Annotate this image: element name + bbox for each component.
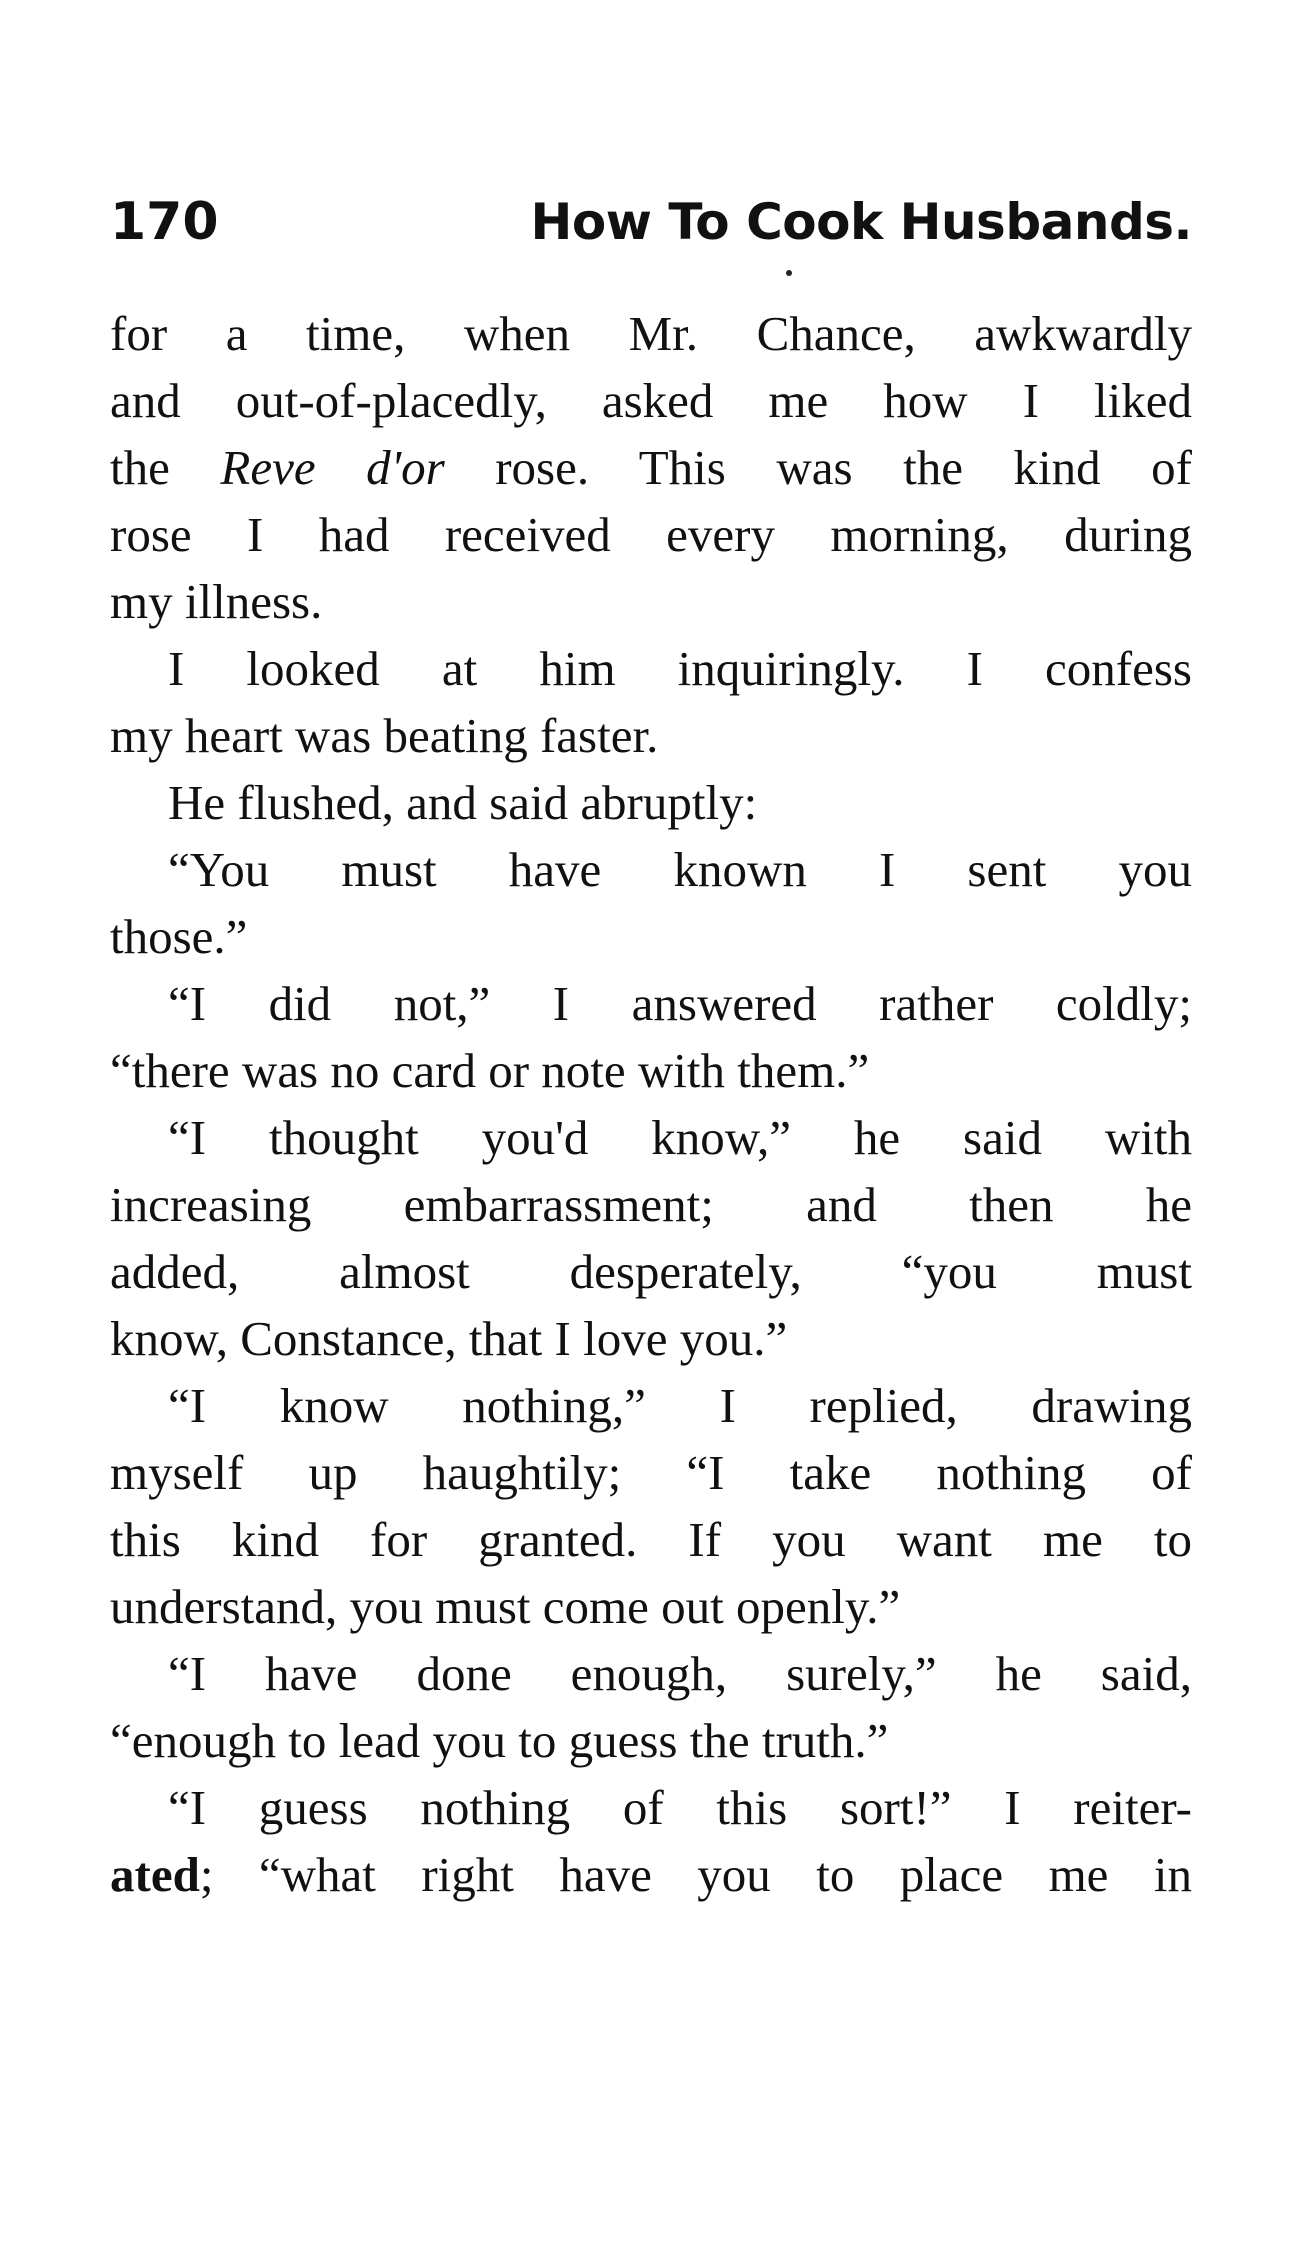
text-segment: ; “what right have you to place me in	[199, 1847, 1192, 1902]
text-line: my illness.	[110, 574, 323, 629]
italic-rose-name: Reve d'or	[220, 440, 445, 495]
text-line: rose I had received every morning, during	[110, 507, 1192, 562]
text-line	[110, 1841, 1192, 1908]
text-line: “I thought you'd know,” he said with	[168, 1110, 1192, 1165]
body-text	[110, 300, 1192, 1908]
text-segment: the	[110, 440, 221, 495]
text-line: increasing embarrassment; and then he	[110, 1177, 1192, 1232]
text-line: “I have done enough, surely,” he said,	[168, 1646, 1192, 1701]
text-line: my heart was beating faster.	[110, 708, 659, 763]
text-line: added, almost desperately, “you must	[110, 1244, 1192, 1299]
text-line: “enough to lead you to guess the truth.”	[110, 1713, 889, 1768]
text-line: understand, you must come out openly.”	[110, 1579, 901, 1634]
text-line: for a time, when Mr. Chance, awkwardly	[110, 306, 1192, 361]
text-line: know, Constance, that I love you.”	[110, 1311, 788, 1366]
text-line: “I know nothing,” I replied, drawing	[168, 1378, 1192, 1433]
text-line: “You must have known I sent you	[168, 842, 1192, 897]
text-line: “there was no card or note with them.”	[110, 1043, 870, 1098]
text-line: “I guess nothing of this sort!” I reiter-	[168, 1780, 1192, 1835]
text-line	[110, 434, 1192, 501]
print-speck	[786, 270, 792, 276]
text-line: “I did not,” I answered rather coldly;	[168, 976, 1192, 1031]
page-number: 170	[110, 192, 219, 252]
text-line: myself up haughtily; “I take nothing of	[110, 1445, 1192, 1500]
text-line: and out-of-placedly, asked me how I liked	[110, 373, 1192, 428]
text-line: He flushed, and said abruptly:	[168, 775, 758, 830]
text-line: I looked at him inquiringly. I confess	[168, 641, 1192, 696]
text-line: those.”	[110, 909, 248, 964]
page-header	[110, 182, 1192, 262]
running-title: How To Cook Husbands.	[530, 193, 1192, 251]
text-segment-bold: ated	[110, 1847, 200, 1902]
text-segment: rose. This was the kind of	[444, 440, 1192, 495]
text-line: this kind for granted. If you want me to	[110, 1512, 1192, 1567]
